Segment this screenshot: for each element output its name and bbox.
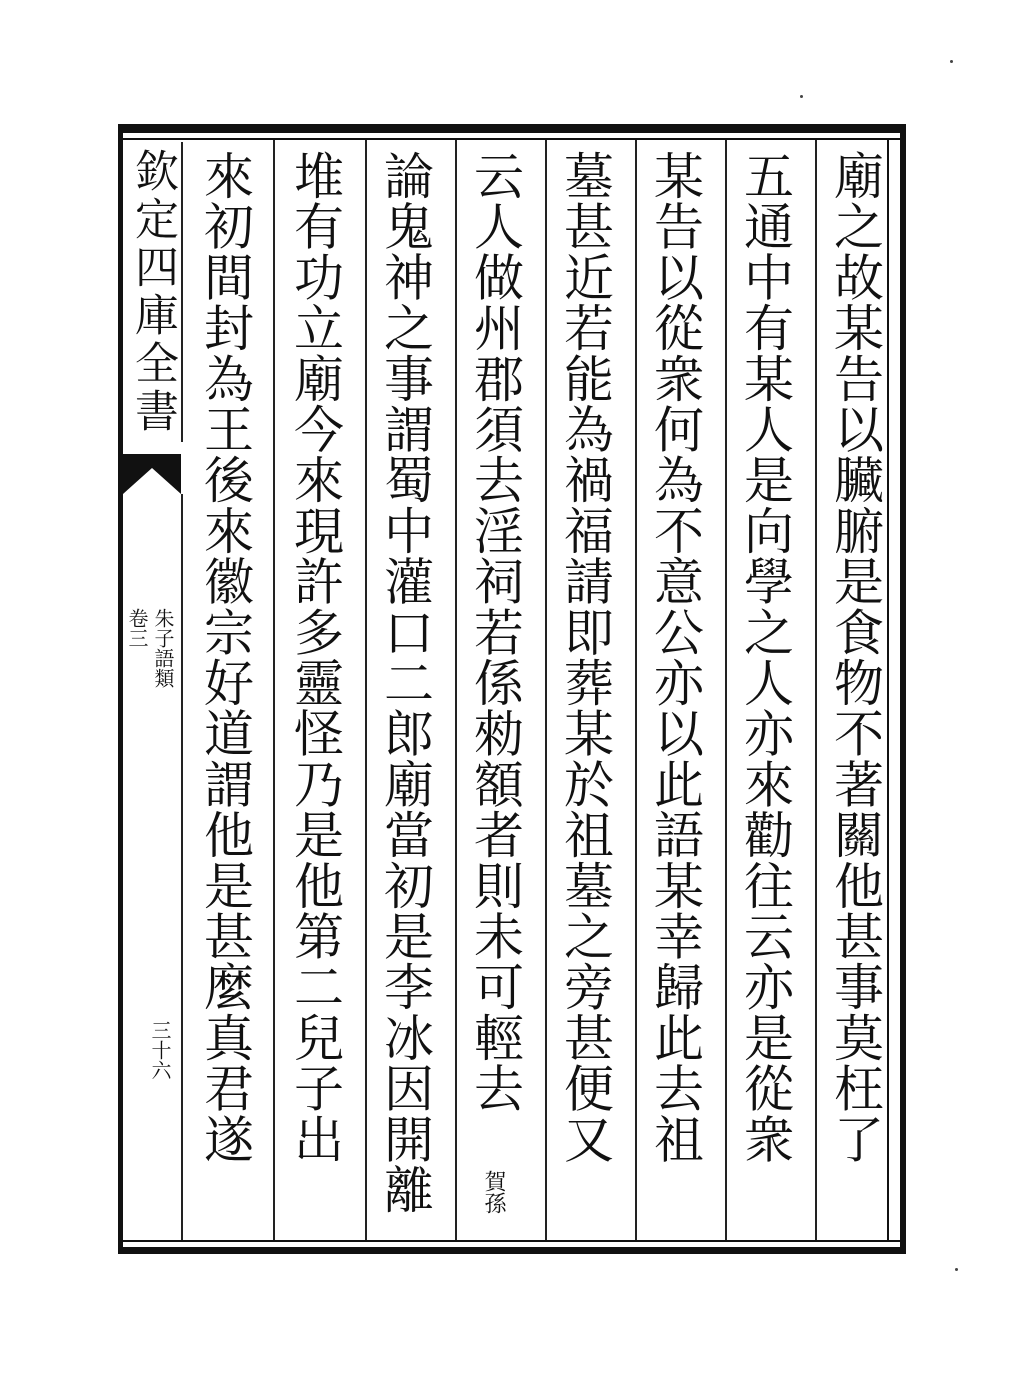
page-number: 三十六 — [148, 1020, 172, 1080]
inline-attribution-note: 賀孫 — [481, 1170, 506, 1214]
text-column — [640, 150, 710, 1235]
top-border — [122, 124, 904, 133]
top-border-inner — [122, 138, 904, 140]
column-text: 堆有功立廟今來現許多靈怪乃是他第二兒子出 — [286, 150, 344, 1164]
column-divider — [725, 140, 727, 1240]
column-divider — [455, 140, 457, 1240]
text-column — [280, 150, 350, 1235]
column-divider — [815, 140, 817, 1240]
column-text: 論鬼神之事謂蜀中灌口二郎廟當初是李冰因開離 — [376, 150, 434, 1215]
column-text: 墓甚近若能為禍福請即葬某於祖墓之旁甚便又 — [556, 150, 614, 1164]
column-text: 廟之故某告以臟腑是食物不著關他甚事莫枉了 — [826, 150, 884, 1164]
column-text: 來初間封為王後來徽宗好道謂他是甚麼真君遂 — [196, 150, 254, 1164]
column-text: 某告以從衆何為不意公亦以此語某幸歸此去祖 — [646, 150, 704, 1164]
column-divider — [273, 140, 275, 1240]
source-title: 朱子語類 — [151, 608, 175, 688]
text-column — [460, 150, 530, 1235]
column-text: 云人做州郡須去淫祠若係勑額者則未可輕去 — [466, 150, 524, 1114]
volume-label: 卷三 — [125, 608, 149, 648]
text-column — [550, 150, 620, 1235]
scan-speck — [950, 60, 953, 63]
book-title-block — [123, 142, 183, 442]
right-border — [900, 124, 906, 1254]
margin-band — [123, 494, 183, 1240]
column-divider — [365, 140, 367, 1240]
bottom-border-inner — [122, 1240, 904, 1242]
text-column — [820, 150, 890, 1235]
scan-speck — [800, 95, 803, 98]
book-title: 欽定四庫全書 — [127, 148, 178, 436]
text-column — [730, 150, 800, 1235]
column-divider — [635, 140, 637, 1240]
text-column — [370, 150, 440, 1235]
column-text: 五通中有某人是向學之人亦來勸往云亦是從衆 — [736, 150, 794, 1164]
text-column — [190, 150, 260, 1235]
column-divider — [545, 140, 547, 1240]
scan-speck — [955, 1268, 958, 1271]
bottom-border — [122, 1247, 904, 1254]
fishtail-mark — [123, 454, 181, 494]
